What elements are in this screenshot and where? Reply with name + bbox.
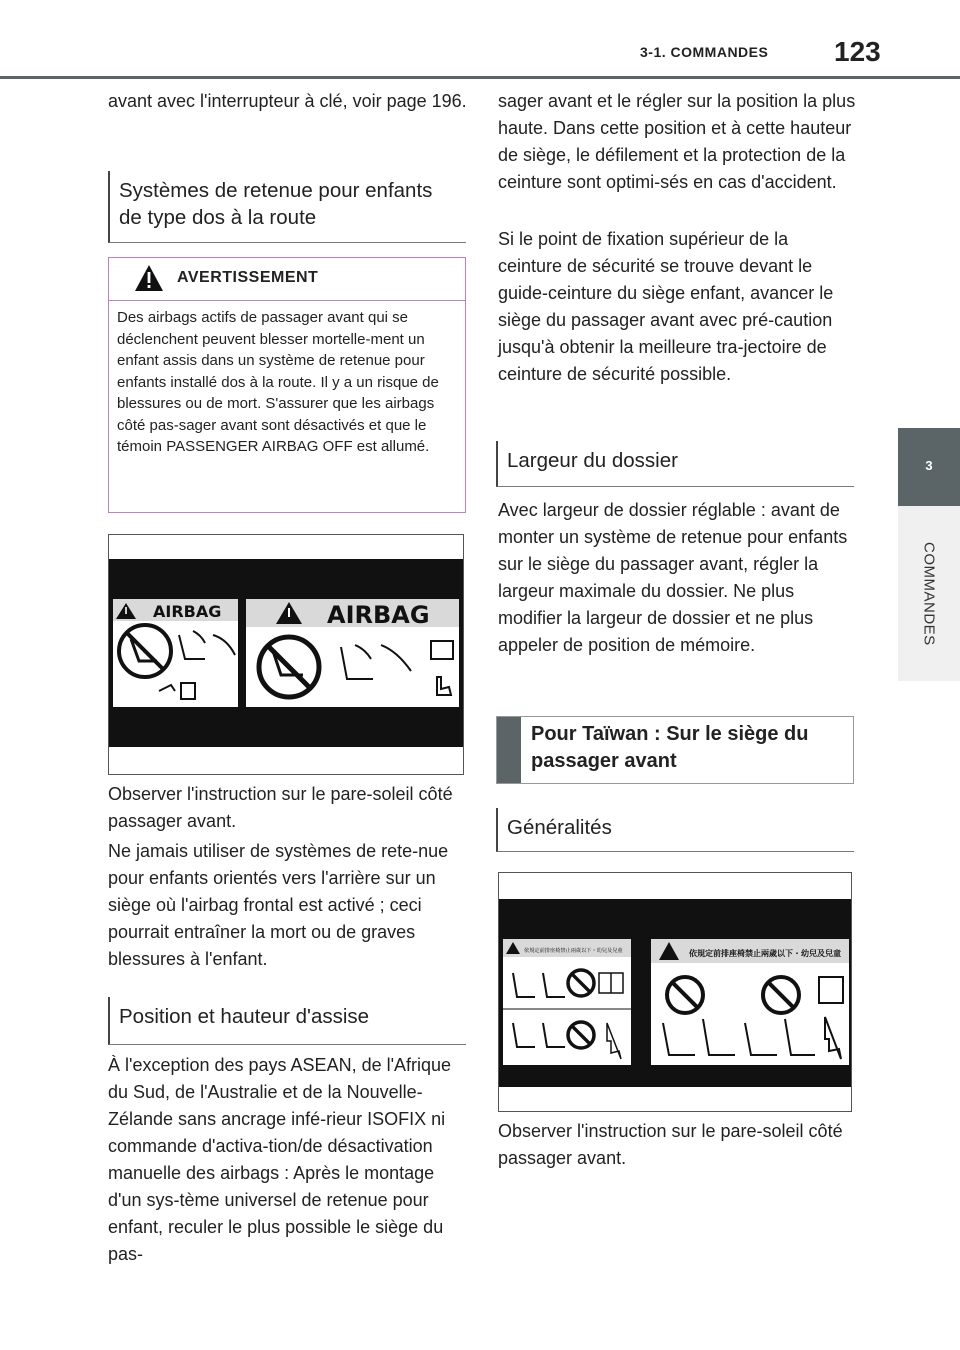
paragraph-never-use: Ne jamais utiliser de systèmes de rete-nue pour enfants orientés vers l'arrière sur un siège où l'airbag frontal est activé ; ceci pourrait entraîner la mort ou de graves blessures à l'enfant.: [108, 841, 449, 969]
section-heading-generalities: [496, 808, 854, 852]
taiwan-large-label: 依規定前排座椅禁止兩歲以下・幼兒及兒童: [689, 949, 841, 958]
dark-section-text: Pour Taïwan : Sur le siège du passager avant: [531, 723, 809, 772]
paragraph-belt-anchor: Si le point de fixation supérieur de la ceinture de sécurité se trouve devant le guide-ceinture du siège enfant, avancer le siège du passager avant avec pré-caution jusqu'à obtenir la meilleure tra-jectoire de ceinture de sécurité possible.: [498, 229, 834, 384]
section-heading-text: Largeur du dossier: [507, 449, 678, 472]
section-heading-text: Systèmes de retenue pour enfants de type dos à la route: [119, 179, 433, 229]
header-rule: [0, 76, 960, 79]
airbag-small-label: AIRBAG: [153, 602, 222, 621]
section-heading-text: Généralités: [507, 816, 612, 839]
warning-box: [108, 257, 466, 513]
paragraph-backrest-width: Avec largeur de dossier réglable : avant de monter un système de retenue pour enfants sur le siège du passager avant, régler la largeur maximale du dossier. Ne plus modifier la largeur de dossier et ne plus appeler de position de mémoire.: [498, 500, 848, 655]
warning-triangle-icon: [134, 264, 164, 292]
warning-header: [109, 258, 465, 301]
intro-paragraph: avant avec l'interrupteur à clé, voir page 196.: [108, 91, 467, 111]
taiwan-small-label: 依規定前排座椅禁止兩歲以下・幼兒及兒童: [524, 948, 623, 954]
section-heading-text: Position et hauteur d'assise: [119, 1005, 370, 1028]
page-number: 123: [834, 36, 881, 67]
section-heading-rear-facing: [108, 171, 466, 243]
warning-title: AVERTISSEMENT: [177, 269, 319, 286]
section-heading-backrest-width: [496, 441, 854, 487]
airbag-label-illustration: [109, 535, 463, 774]
running-header-section: 3-1. COMMANDES: [640, 44, 769, 60]
dark-section-heading-taiwan: [496, 716, 854, 784]
paragraph-observe-instruction: Observer l'instruction sur le pare-soleil côté passager avant.: [108, 784, 453, 831]
airbag-label-figure: [108, 534, 464, 775]
chapter-number: 3: [925, 458, 933, 473]
paragraph-continuation: sager avant et le régler sur la position la plus haute. Dans cette position et à cette hauteur de siège, le défilement et la protection de la ceinture sont optimi-sés en cas d'accident.: [498, 91, 856, 192]
taiwan-label-figure: [498, 872, 852, 1112]
paragraph-asean-exception: À l'exception des pays ASEAN, de l'Afrique du Sud, de l'Australie et de la Nouvelle-Zélande sans ancrage infé-rieur ISOFIX ni commande d'activa-tion/de désactivation manuelle des airbags : Après le montage d'un sys-tème universel de retenue pour enfant, reculer le plus possible le siège du pas-: [108, 1055, 452, 1264]
paragraph-observe-instruction-taiwan: Observer l'instruction sur le pare-soleil côté passager avant.: [498, 1121, 843, 1168]
airbag-large-label: AIRBAG: [327, 601, 430, 629]
taiwan-label-illustration: [499, 873, 851, 1111]
dark-section-bar: [497, 717, 521, 783]
section-heading-seat-position: [108, 997, 466, 1045]
warning-text: Des airbags actifs de passager avant qui se déclenchent peuvent blesser mortelle-ment un enfant assis dans un système de retenue pour enfants installé dos à la route. Il y a un risque de blessures ou de mort. S'assurer que les airbags côté pas-sager avant sont désactivés et que le témoin PASSENGER AIRBAG OFF est allumé.: [117, 309, 439, 455]
chapter-label: COMMANDES: [920, 541, 938, 646]
